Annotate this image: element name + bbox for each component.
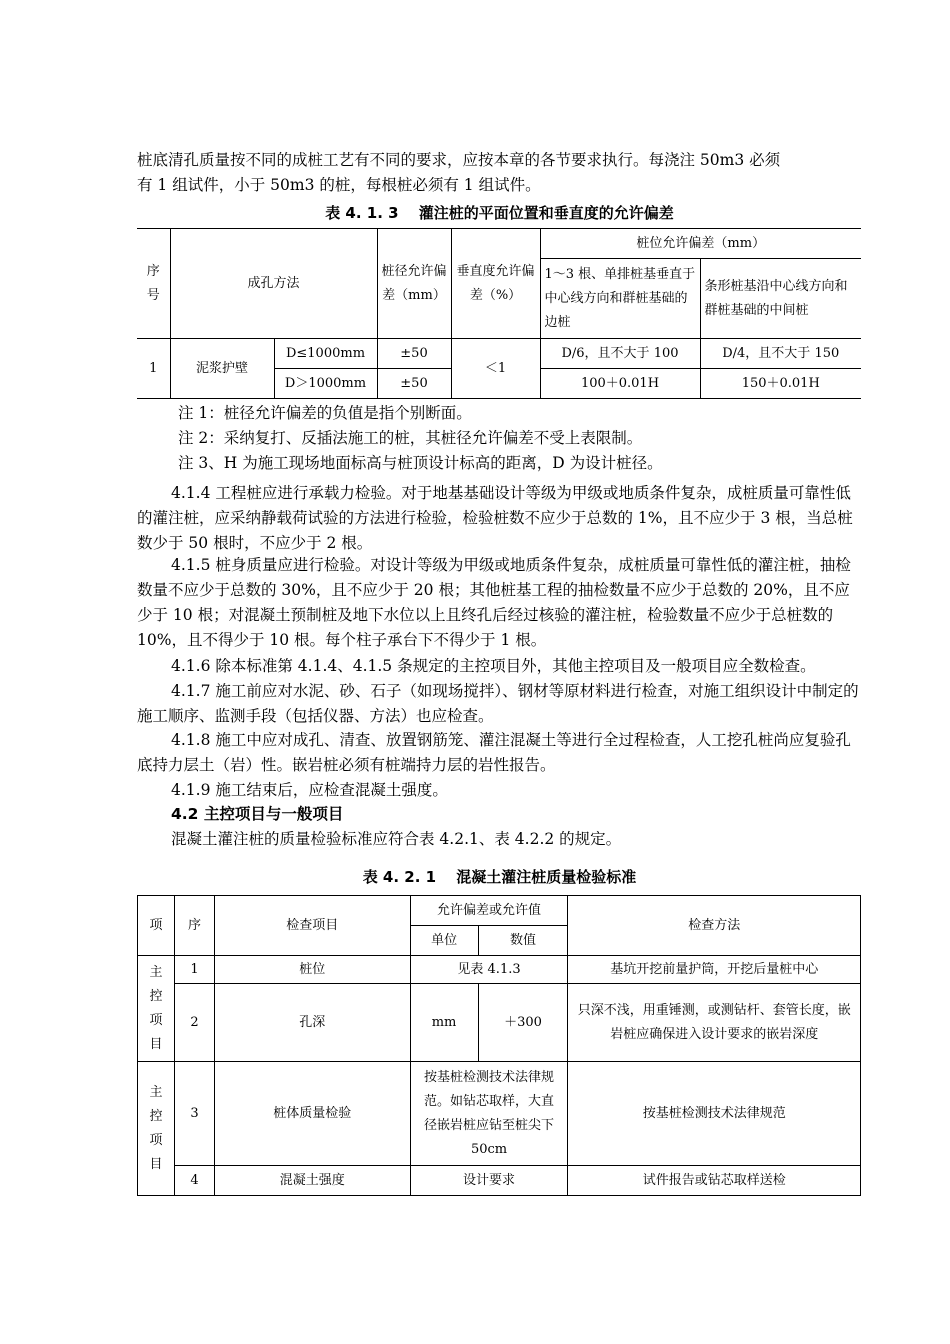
t2-r2-item: 孔深 xyxy=(214,984,410,1062)
para-4-1-9: 4.1.9 施工结束后，应检查混凝土强度。 xyxy=(171,781,448,799)
t2-r2-method: 只深不浅，用重锤测，或测钻杆、套管长度，嵌岩桩应确保进入设计要求的嵌岩深度 xyxy=(568,984,861,1062)
t1-r2-d: D＞1000mm xyxy=(274,369,377,399)
t2-h-item: 项 xyxy=(138,896,175,956)
t1-r1-p2: D/4，且不大于 150 xyxy=(700,339,861,369)
t2-r2-value: ＋300 xyxy=(478,984,568,1062)
t2-r4-method: 试件报告或钻芯取样送检 xyxy=(568,1166,861,1196)
t1-r2-p2: 150＋0.01H xyxy=(700,369,861,399)
t1-r2-diam: ±50 xyxy=(377,369,451,399)
section-heading-4-2: 4.2 主控项目与一般项目 xyxy=(171,805,344,823)
t2-group-1: 主控项目 xyxy=(138,956,175,1062)
t2-r2-unit: mm xyxy=(410,984,478,1062)
t2-r3-method: 按基桩检测技术法律规范 xyxy=(568,1062,861,1166)
t2-r1-allow: 见表 4.1.3 xyxy=(410,956,568,984)
t1-h-method: 成孔方法 xyxy=(170,229,377,339)
para-4-2: 混凝土灌注桩的质量检验标准应符合表 4.2.1、表 4.2.2 的规定。 xyxy=(171,830,622,848)
t2-h-value: 数值 xyxy=(478,926,568,956)
t1-r-seq: 1 xyxy=(137,339,170,399)
note-1: 注 1：桩径允许偏差的负值是指个别断面。 xyxy=(178,404,472,422)
t1-h-pos1: 1～3 根、单排桩基垂直于中心线方向和群桩基础的边桩 xyxy=(540,259,700,339)
table1-caption: 表 4. 1. 3 灌注桩的平面位置和垂直度的允许偏差 xyxy=(325,204,674,222)
t2-r4-allow: 设计要求 xyxy=(410,1166,568,1196)
table2 xyxy=(137,895,861,1196)
t1-h-seq: 序号 xyxy=(137,229,170,339)
t1-r-method: 泥浆护壁 xyxy=(170,339,274,399)
t2-r3-allow: 按基桩检测技术法律规范。如钻芯取样，大直径嵌岩桩应钻至桩尖下 50cm xyxy=(410,1062,568,1166)
t1-r1-d: D≤1000mm xyxy=(274,339,377,369)
t1-r-vert: ＜1 xyxy=(451,339,540,399)
note-2: 注 2：采纳复打、反插法施工的桩，其桩径允许偏差不受上表限制。 xyxy=(178,429,643,447)
t1-h-pos2: 条形桩基沿中心线方向和群桩基础的中间桩 xyxy=(700,259,861,339)
t2-h-unit: 单位 xyxy=(410,926,478,956)
t2-r1-method: 基坑开挖前量护筒，开挖后量桩中心 xyxy=(568,956,861,984)
para-4-1-6: 4.1.6 除本标准第 4.1.4、4.1.5 条规定的主控项目外，其他主控项目及一般项目应全数检查。 xyxy=(171,657,816,675)
t1-r2-p1: 100＋0.01H xyxy=(540,369,700,399)
t1-h-vert: 垂直度允许偏差（%） xyxy=(451,229,540,339)
t2-h-seq: 序 xyxy=(174,896,214,956)
t1-h-diam: 桩径允许偏差（mm） xyxy=(377,229,451,339)
para-4-1-7: 4.1.7 施工前应对水泥、砂、石子（如现场搅拌）、钢材等原材料进行检查，对施工组织设计中制定的施工顺序、监测手段（包括仪器、方法）也应检查。 xyxy=(137,682,859,725)
t2-h-allow: 允许偏差或允许值 xyxy=(410,896,568,926)
table1 xyxy=(137,228,861,399)
t2-r2-seq: 2 xyxy=(174,984,214,1062)
t2-r3-item: 桩体质量检验 xyxy=(214,1062,410,1166)
t2-r4-seq: 4 xyxy=(174,1166,214,1196)
para-4-1-5: 4.1.5 桩身质量应进行检验。对设计等级为甲级或地质条件复杂，成桩质量可靠性低的灌注桩，抽检数量不应少于总数的 30%，且不应少于 20 根；其他桩基工程的抽检数量不应少于总数的 20%，且不应少于 10 根；对混凝土预制桩及地下水位以上且终孔后经过核验的灌注桩，检验数量不应少于总桩数的 10%，且不得少于 10 根。每个柱子承台下不得少于 1 根。 xyxy=(137,556,851,649)
t1-r1-diam: ±50 xyxy=(377,339,451,369)
para-4-1-8: 4.1.8 施工中应对成孔、清查、放置钢筋笼、灌注混凝土等进行全过程检查，人工挖孔桩尚应复验孔底持力层土（岩）性。嵌岩桩必须有桩端持力层的岩性报告。 xyxy=(137,731,851,774)
t1-h-pos: 桩位允许偏差（mm） xyxy=(540,229,861,259)
t2-r1-item: 桩位 xyxy=(214,956,410,984)
intro-line-1: 桩底清孔质量按不同的成桩工艺有不同的要求，应按本章的各节要求执行。每浇注 50m3 必须 xyxy=(137,151,781,169)
t1-r1-p1: D/6，且不大于 100 xyxy=(540,339,700,369)
t2-r1-seq: 1 xyxy=(174,956,214,984)
t2-group-2: 主控项目 xyxy=(138,1062,175,1196)
t2-h-method: 检查方法 xyxy=(568,896,861,956)
t2-r4-item: 混凝土强度 xyxy=(214,1166,410,1196)
intro-line-2: 有 1 组试件，小于 50m3 的桩，每根桩必须有 1 组试件。 xyxy=(137,176,541,194)
note-3: 注 3、H 为施工现场地面标高与桩顶设计标高的距离，D 为设计桩径。 xyxy=(178,454,663,472)
t2-h-check: 检查项目 xyxy=(214,896,410,956)
para-4-1-4: 4.1.4 工程桩应进行承载力检验。对于地基基础设计等级为甲级或地质条件复杂，成桩质量可靠性低的灌注桩，应采纳静载荷试验的方法进行检验，检验桩数不应少于总数的 1%，且不应少于 3 根，当总桩数少于 50 根时，不应少于 2 根。 xyxy=(137,484,853,552)
t2-r3-seq: 3 xyxy=(174,1062,214,1166)
table2-caption: 表 4. 2. 1 混凝土灌注桩质量检验标准 xyxy=(362,868,637,886)
